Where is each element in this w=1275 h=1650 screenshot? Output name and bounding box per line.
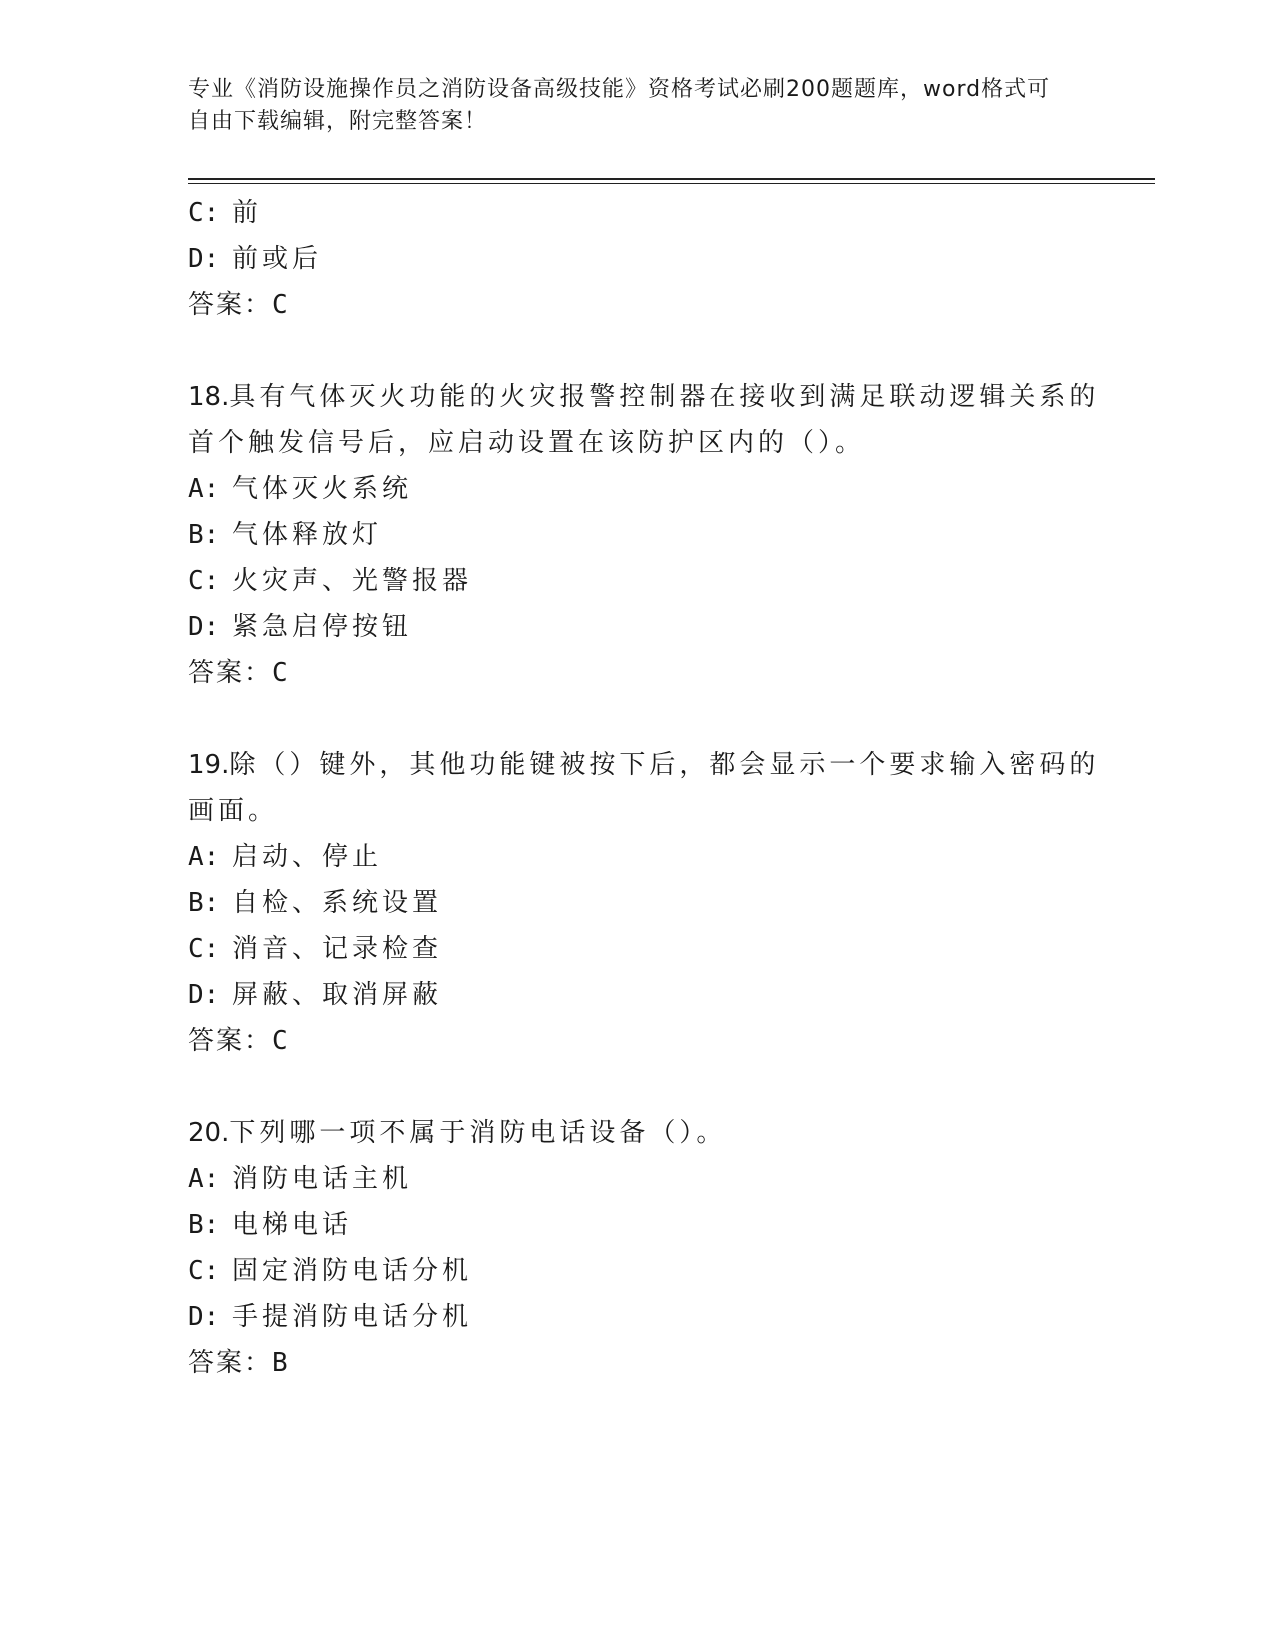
answer-label: 答案： [188, 1026, 273, 1056]
option-text: 固定消防电话分机 [232, 1256, 473, 1286]
spacer [188, 328, 1088, 374]
option-letter: D: [188, 244, 220, 274]
question-text: 具有气体灭火功能的火灾报警控制器在接收到满足联动逻辑关系的 [229, 382, 1100, 412]
option-letter: C: [188, 198, 220, 228]
question-20 [188, 1110, 1088, 1386]
spacer [188, 1064, 1088, 1110]
spacer [188, 696, 1088, 742]
option-row [188, 972, 1088, 1018]
option-text: 启动、停止 [232, 842, 383, 872]
option-text: 自检、系统设置 [232, 888, 443, 918]
question-18 [188, 374, 1100, 696]
option-row [188, 1202, 1088, 1248]
option-letter: A: [188, 1164, 220, 1194]
option-text: 手提消防电话分机 [232, 1302, 473, 1332]
option-row [188, 236, 1088, 282]
option-text: 屏蔽、取消屏蔽 [232, 980, 443, 1010]
option-row [188, 880, 1088, 926]
option-letter: A: [188, 474, 220, 504]
question-stem-line [188, 1110, 1088, 1156]
option-text: 前 [232, 198, 263, 228]
option-letter: B: [188, 1210, 220, 1240]
option-text: 紧急启停按钮 [232, 612, 413, 642]
question-number: 20. [188, 1118, 230, 1148]
option-text: 电梯电话 [232, 1210, 353, 1240]
question-stem-line [188, 374, 1100, 420]
answer-label: 答案： [188, 658, 273, 688]
option-row [188, 512, 1088, 558]
option-letter: D: [188, 612, 220, 642]
answer-value: C [272, 658, 288, 688]
answer-value: C [272, 1026, 288, 1056]
answer-label: 答案： [188, 290, 273, 320]
question-text: 除（）键外，其他功能键被按下后，都会显示一个要求输入密码的 [229, 750, 1100, 780]
option-row [188, 190, 1088, 236]
option-row [188, 1294, 1088, 1340]
question-number: 19. [188, 750, 230, 780]
option-text: 气体释放灯 [232, 520, 383, 550]
answer-value: B [272, 1348, 288, 1378]
answer-row [188, 282, 1088, 328]
option-letter: B: [188, 888, 220, 918]
answer-row [188, 1340, 1088, 1386]
option-letter: A: [188, 842, 220, 872]
option-text: 前或后 [232, 244, 323, 274]
header-divider-thin [188, 183, 1155, 184]
option-letter: C: [188, 566, 220, 596]
option-letter: D: [188, 980, 220, 1010]
option-row [188, 926, 1088, 972]
question-stem-line [188, 742, 1100, 788]
option-letter: B: [188, 520, 220, 550]
option-row [188, 604, 1088, 650]
header-divider-thick [188, 178, 1155, 180]
answer-row [188, 1018, 1088, 1064]
question-stem-line: 画面。 [188, 796, 279, 826]
option-text: 消音、记录检查 [232, 934, 443, 964]
option-text: 火灾声、光警报器 [232, 566, 473, 596]
answer-label: 答案： [188, 1348, 273, 1378]
question-19 [188, 742, 1100, 1064]
option-letter: C: [188, 934, 220, 964]
answer-row [188, 650, 1088, 696]
question-number: 18. [188, 382, 230, 412]
answer-value: C [272, 290, 288, 320]
previous-question-tail [188, 190, 1088, 328]
option-letter: D: [188, 1302, 220, 1332]
option-row [188, 1156, 1088, 1202]
question-stem-line: 首个触发信号后，应启动设置在该防护区内的（）。 [188, 428, 866, 458]
option-text: 气体灭火系统 [232, 474, 413, 504]
document-header: 专业《消防设施操作员之消防设备高级技能》资格考试必刷200题题库，word格式可自由下载编辑，附完整答案！ [188, 77, 1051, 134]
option-text: 消防电话主机 [232, 1164, 413, 1194]
option-row [188, 558, 1088, 604]
question-content [188, 190, 1100, 1386]
option-row [188, 1248, 1088, 1294]
option-letter: C: [188, 1256, 220, 1286]
option-row [188, 834, 1088, 880]
question-text: 下列哪一项不属于消防电话设备（）。 [229, 1118, 727, 1148]
option-row [188, 466, 1088, 512]
